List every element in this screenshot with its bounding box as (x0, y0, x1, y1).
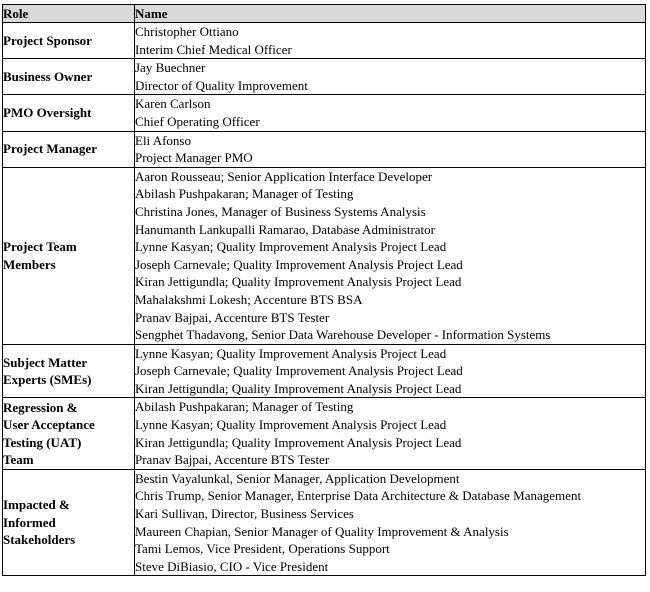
header-name: Name (135, 5, 646, 23)
name-line: Kiran Jettigundla; Quality Improvement Analysis Project Lead (135, 380, 462, 396)
name-line: Joseph Carnevale; Quality Improvement Analysis Project Lead (135, 256, 463, 272)
document-page (2, 4, 646, 576)
names-cell (135, 469, 646, 576)
table-row (3, 398, 646, 469)
name-line: Project Manager PMO (135, 150, 253, 166)
name-line: Maureen Chapian, Senior Manager of Quality Improvement & Analysis (135, 523, 509, 539)
role-cell: Business Owner (3, 59, 135, 95)
name-line: Kari Sullivan, Director, Business Services (135, 506, 354, 522)
table-row (3, 469, 646, 576)
names-cell (135, 59, 646, 95)
name-line: Eli Afonso (135, 132, 191, 148)
name-line: Interim Chief Medical Officer (135, 41, 292, 57)
name-line: Steve DiBiasio, CIO - Vice President (135, 558, 329, 574)
name-line: Lynne Kasyan; Quality Improvement Analysis Project Lead (135, 345, 447, 361)
name-line: Chief Operating Officer (135, 113, 260, 129)
name-line: Chris Trump, Senior Manager, Enterprise Data Architecture & Database Management (135, 488, 582, 504)
names-cell (135, 344, 646, 398)
role-cell: Regression & User Acceptance Testing (UAT) Team (3, 398, 135, 469)
name-line: Jay Buechner (135, 60, 206, 76)
name-line: Director of Quality Improvement (135, 77, 308, 93)
name-line: Abilash Pushpakaran; Manager of Testing (135, 399, 354, 415)
roles-table (2, 4, 646, 576)
names-cell (135, 398, 646, 469)
table-row (3, 167, 646, 344)
name-line: Tami Lemos, Vice President, Operations Support (135, 541, 390, 557)
name-line: Lynne Kasyan; Quality Improvement Analysis Project Lead (135, 239, 447, 255)
role-cell: Impacted & Informed Stakeholders (3, 469, 135, 576)
name-line: Mahalakshmi Lokesh; Accenture BTS BSA (135, 291, 363, 307)
name-line: Christopher Ottiano (135, 24, 239, 39)
table-row (3, 131, 646, 167)
table-body (3, 23, 646, 576)
name-line: Abilash Pushpakaran; Manager of Testing (135, 186, 354, 202)
names-cell (135, 23, 646, 59)
role-cell: Project Manager (3, 131, 135, 167)
role-cell: Project Sponsor (3, 23, 135, 59)
name-line: Lynne Kasyan; Quality Improvement Analysis Project Lead (135, 417, 447, 433)
name-line: Joseph Carnevale; Quality Improvement Analysis Project Lead (135, 363, 463, 379)
name-line: Pranav Bajpai, Accenture BTS Tester (135, 452, 330, 468)
name-line: Kiran Jettigundla; Quality Improvement Analysis Project Lead (135, 274, 462, 290)
names-cell (135, 95, 646, 131)
table-row (3, 95, 646, 131)
table-row (3, 59, 646, 95)
header-role: Role (3, 5, 135, 23)
name-line: Pranav Bajpai, Accenture BTS Tester (135, 309, 330, 325)
name-line: Hanumanth Lankupalli Ramarao, Database Administrator (135, 221, 435, 237)
role-cell: Project Team Members (3, 167, 135, 344)
names-cell (135, 167, 646, 344)
name-line: Sengphet Thadavong, Senior Data Warehouse Developer - Information Systems (135, 327, 551, 343)
names-cell (135, 131, 646, 167)
name-line: Aaron Rousseau; Senior Application Interface Developer (135, 168, 433, 184)
table-header-row (3, 5, 646, 23)
name-line: Christina Jones, Manager of Business Systems Analysis (135, 203, 426, 219)
role-cell: PMO Oversight (3, 95, 135, 131)
name-line: Karen Carlson (135, 96, 211, 112)
name-line: Kiran Jettigundla; Quality Improvement Analysis Project Lead (135, 434, 462, 450)
name-line: Bestin Vayalunkal, Senior Manager, Application Development (135, 470, 460, 486)
role-cell: Subject Matter Experts (SMEs) (3, 344, 135, 398)
table-row (3, 344, 646, 398)
table-row (3, 23, 646, 59)
